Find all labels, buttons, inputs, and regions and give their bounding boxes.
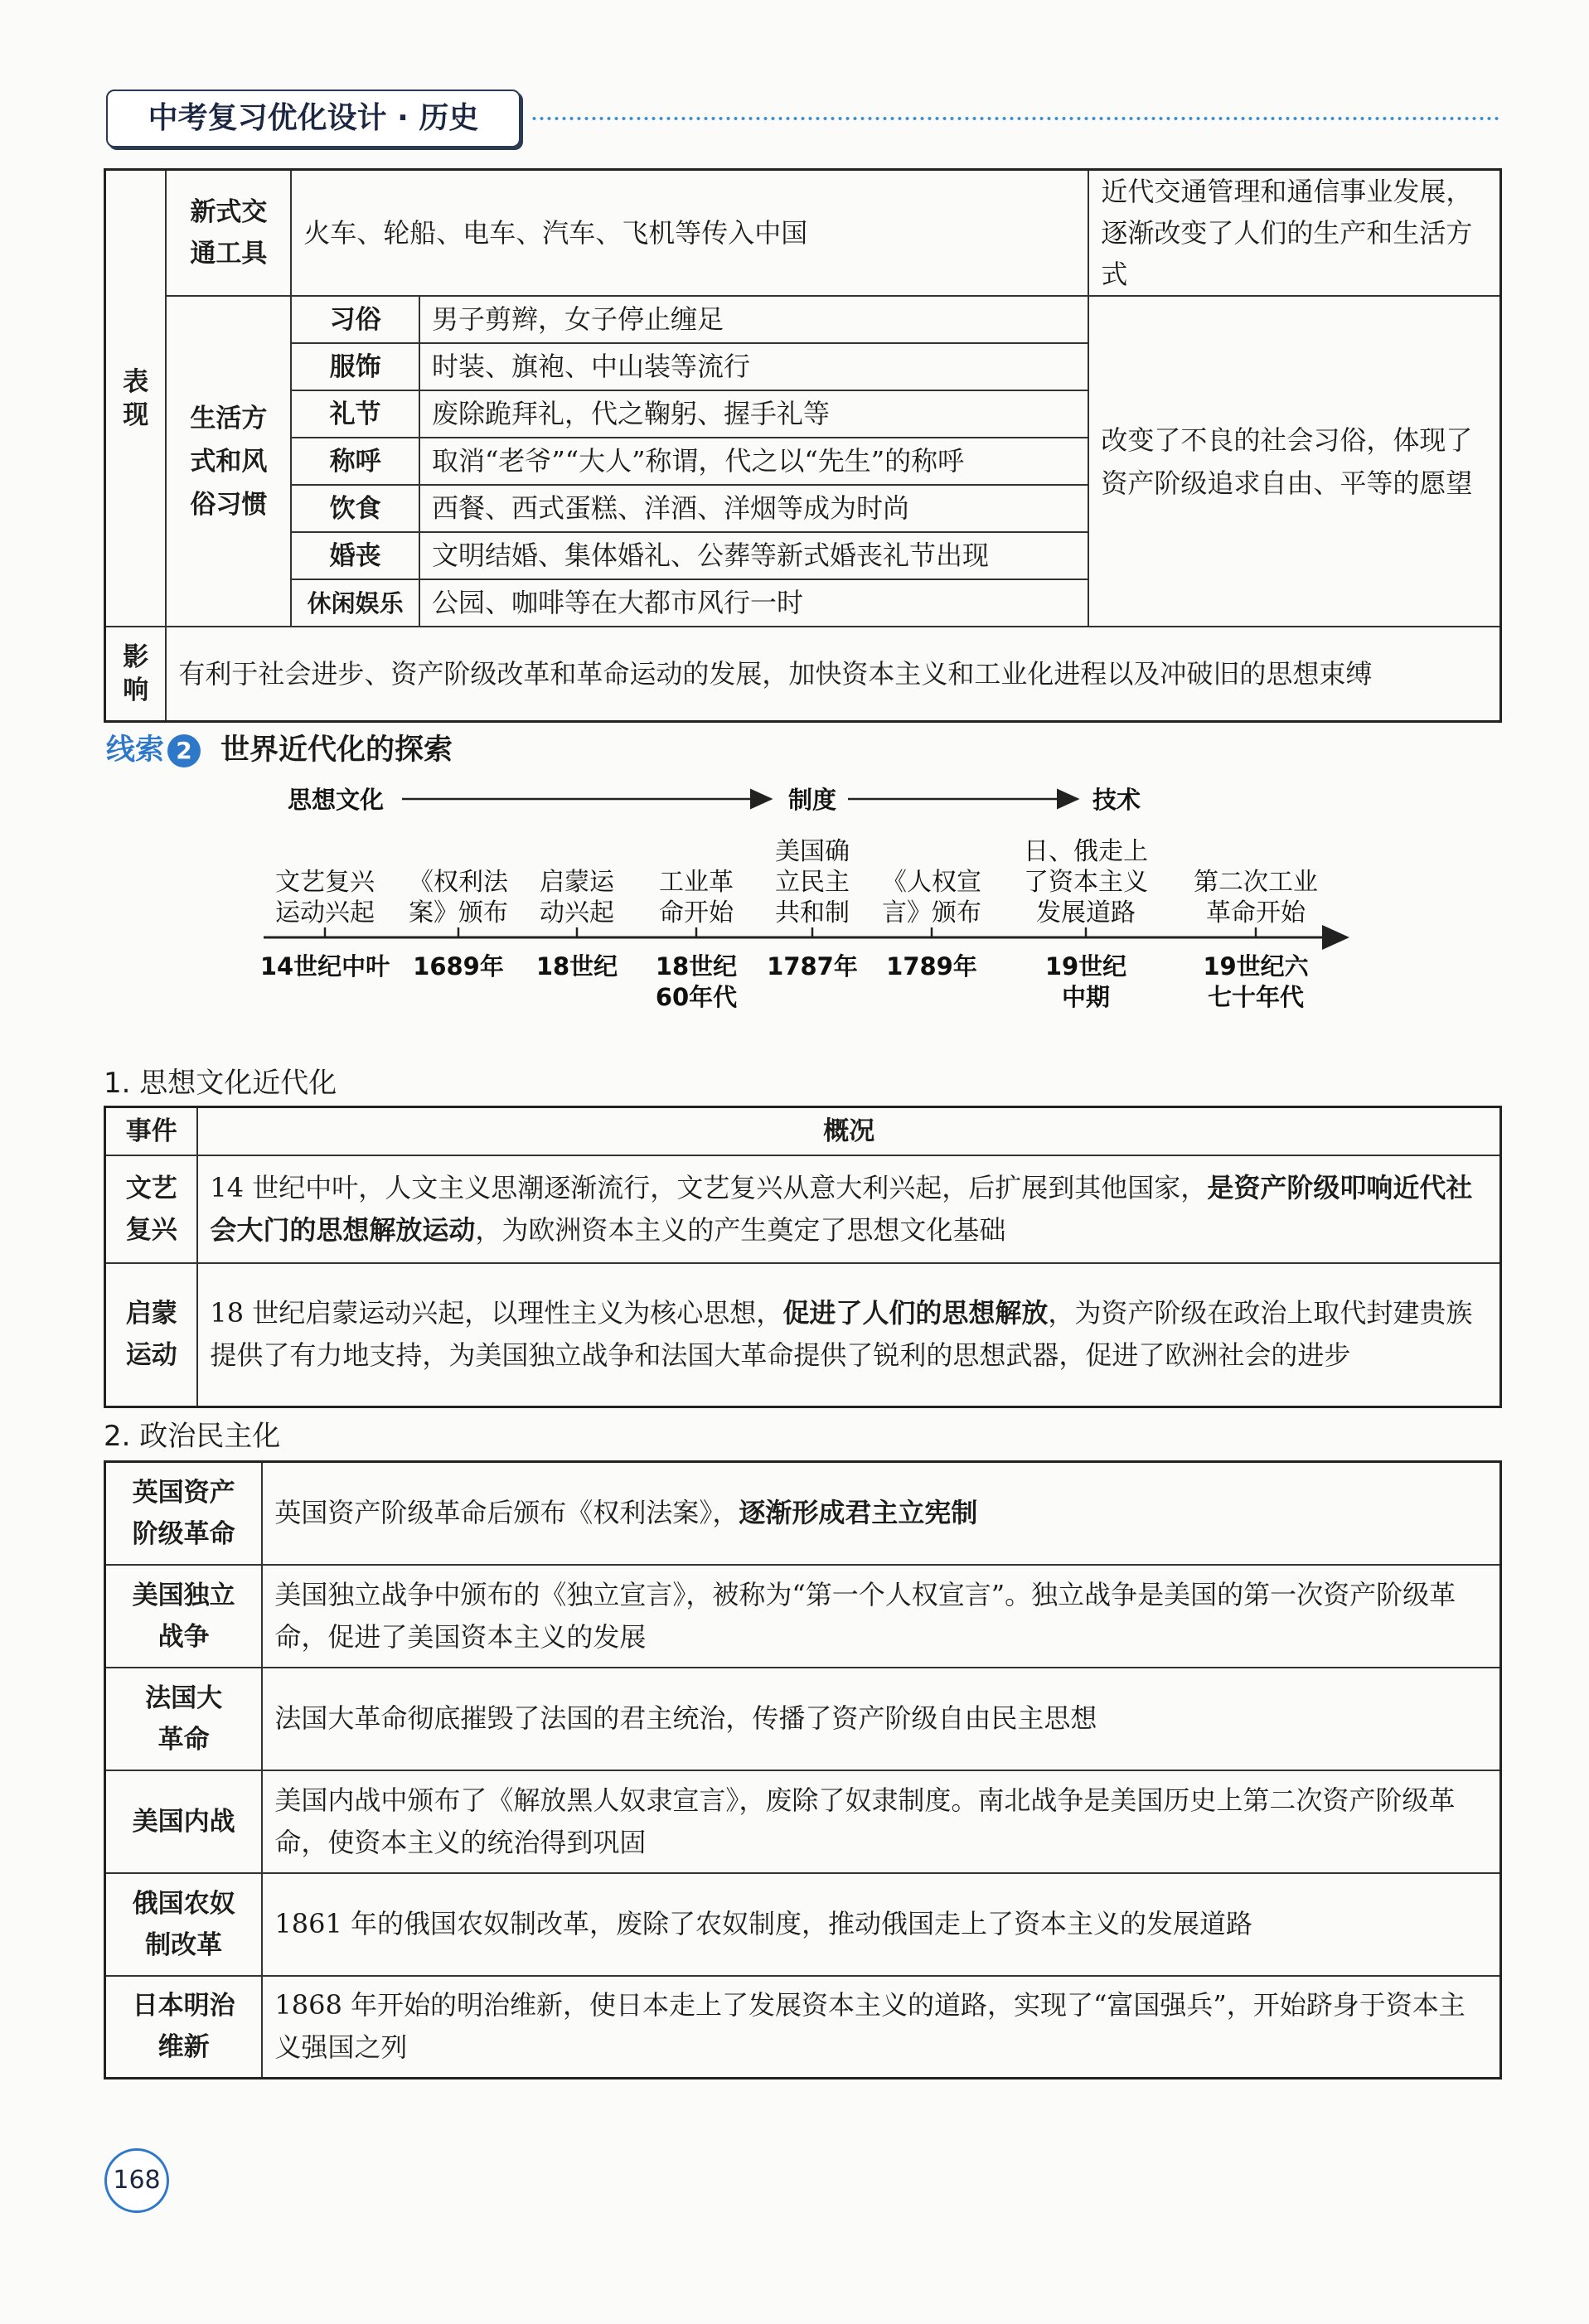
lifestyle-label xyxy=(166,296,291,627)
timeline-event-time: 1689年 xyxy=(413,952,504,980)
lifestyle-value: 西餐、西式蛋糕、洋酒、洋烟等成为时尚 xyxy=(419,485,1088,532)
culture-heading: 1. 思想文化近代化 xyxy=(104,1067,337,1100)
social-life-table xyxy=(104,168,1502,723)
page-number: 168 xyxy=(104,2148,169,2213)
lifestyle-label-text: 生活方式和风俗习惯 xyxy=(190,403,268,520)
politics-table xyxy=(104,1460,1502,2079)
lifestyle-value: 男子剪辫，女子停止缠足 xyxy=(419,296,1088,343)
lifestyle-key: 礼节 xyxy=(291,390,419,438)
event-summary: 1861 年的俄国农奴制改革，废除了农奴制度，推动俄国走上了资本主义的发展道路 xyxy=(262,1873,1500,1976)
group-label-performance xyxy=(105,170,167,627)
transport-content: 火车、轮船、电车、汽车、飞机等传入中国 xyxy=(291,170,1088,297)
lifestyle-key: 称呼 xyxy=(291,438,419,485)
lifestyle-value: 取消“老爷”“大人”称谓，代之以“先生”的称呼 xyxy=(419,438,1088,485)
event-name: 美国内战 xyxy=(105,1770,263,1873)
influence-label xyxy=(105,627,167,721)
lifestyle-key: 婚丧 xyxy=(291,532,419,579)
lifestyle-value: 废除跪拜礼，代之鞠躬、握手礼等 xyxy=(419,390,1088,438)
clue-number-badge: 2 xyxy=(167,734,201,767)
lifestyle-key: 习俗 xyxy=(291,296,419,343)
timeline-event-label: 启蒙运动兴起 xyxy=(540,868,614,927)
lifestyle-key: 饮食 xyxy=(291,485,419,532)
lifestyle-value: 文明结婚、集体婚礼、公葬等新式婚丧礼节出现 xyxy=(419,532,1088,579)
event-summary: 法国大革命彻底摧毁了法国的君主统治，传播了资产阶级自由民主思想 xyxy=(262,1668,1500,1770)
event-name xyxy=(105,1976,263,2079)
timeline-event-label: 第二次工业革命开始 xyxy=(1194,868,1318,927)
summary-text: 14 世纪中叶，人文主义思潮逐渐流行，文艺复兴从意大利兴起，后扩展到其他国家， xyxy=(210,1171,1208,1203)
stage-label: 技术 xyxy=(1092,786,1141,814)
event-name-text: 日本明治维新 xyxy=(132,1991,235,2063)
timeline-event-time: 1789年 xyxy=(886,952,977,980)
event-name xyxy=(105,1155,198,1263)
timeline-event-time: 18世纪 60年代 xyxy=(655,952,738,1011)
culture-table xyxy=(104,1106,1502,1408)
summary-key-point: 促进了人们的思想解放 xyxy=(782,1297,1049,1329)
event-name-text: 文艺复兴 xyxy=(125,1173,177,1245)
timeline-event-time: 1787年 xyxy=(767,952,858,980)
event-name-text: 启蒙运动 xyxy=(125,1299,177,1371)
transport-label xyxy=(166,170,291,297)
group-label-text: 表现 xyxy=(123,366,149,430)
stage-label: 制度 xyxy=(787,786,837,814)
timeline-event-label: 美国确立民主共和制 xyxy=(775,837,850,927)
event-summary xyxy=(197,1263,1500,1407)
transport-impact: 近代交通管理和通信事业发展，逐渐改变了人们的生产和生活方式 xyxy=(1088,170,1500,297)
event-name-text: 俄国农奴制改革 xyxy=(132,1888,235,1960)
event-name-text: 英国资产阶级革命 xyxy=(132,1477,235,1549)
clue-heading xyxy=(106,729,453,771)
clue-title: 世界近代化的探索 xyxy=(220,734,453,767)
timeline-event-time: 19世纪六七十年代 xyxy=(1203,952,1309,1011)
event-summary xyxy=(262,1462,1500,1565)
event-summary xyxy=(197,1155,1500,1263)
header-dotted-rule xyxy=(530,116,1500,121)
transport-label-text: 新式交通工具 xyxy=(190,197,268,269)
timeline-event-time: 19世纪中期 xyxy=(1044,952,1127,1011)
summary-key-point: 逐渐形成君主立宪制 xyxy=(739,1497,978,1529)
event-name xyxy=(105,1565,263,1668)
event-name-text: 美国独立战争 xyxy=(132,1580,235,1652)
summary-text: 18 世纪启蒙运动兴起，以理性主义为核心思想， xyxy=(210,1297,783,1329)
event-summary: 1868 年开始的明治维新，使日本走上了发展资本主义的道路，实现了“富国强兵”，开始跻身于资本主义强国之列 xyxy=(262,1976,1500,2079)
event-name xyxy=(105,1873,263,1976)
lifestyle-key: 服饰 xyxy=(291,343,419,390)
stage-label: 思想文化 xyxy=(287,786,385,814)
timeline-event-label: 《人权宣言》颁布 xyxy=(882,868,981,927)
lifestyle-value: 时装、旗袍、中山装等流行 xyxy=(419,343,1088,390)
event-name xyxy=(105,1668,263,1770)
summary-text: ，为欧洲资本主义的产生奠定了思想文化基础 xyxy=(475,1213,1006,1246)
summary-text: ，为资产阶级在政治上取代封建贵族提供了有力地支持，为美国独立战争和法国大革命提供了锐利的思想武器，促进了欧洲社会的进步 xyxy=(210,1297,1473,1372)
lifestyle-value: 公园、咖啡等在大都市风行一时 xyxy=(419,579,1088,627)
col-header-event: 事件 xyxy=(105,1107,198,1155)
clue-label: 线索 xyxy=(106,734,165,767)
timeline-event-time: 14世纪中叶 xyxy=(259,952,390,980)
col-header-summary: 概况 xyxy=(197,1107,1500,1155)
timeline-event-label: 日、俄走上了资本主义发展道路 xyxy=(1024,837,1148,927)
timeline-event-label: 工业革命开始 xyxy=(659,868,734,927)
politics-heading: 2. 政治民主化 xyxy=(104,1420,281,1453)
lifestyle-impact: 改变了不良的社会习俗，体现了资产阶级追求自由、平等的愿望 xyxy=(1088,296,1500,627)
modernization-timeline xyxy=(0,771,1589,1019)
influence-content: 有利于社会进步、资产阶级改革和革命运动的发展，加快资本主义和工业化进程以及冲破旧的思想束缚 xyxy=(166,627,1500,721)
influence-label-text: 影响 xyxy=(123,642,149,705)
event-name xyxy=(105,1462,263,1565)
summary-text: 英国资产阶级革命后颁布《权利法案》， xyxy=(274,1497,739,1529)
event-summary: 美国独立战争中颁布的《独立宣言》，被称为“第一个人权宣言”。独立战争是美国的第一次资产阶级革命，促进了美国资本主义的发展 xyxy=(262,1565,1500,1668)
page-header-title: 中考复习优化设计 · 历史 xyxy=(106,90,521,148)
timeline-event-label: 《权利法案》颁布 xyxy=(409,868,508,927)
lifestyle-key: 休闲娱乐 xyxy=(291,579,419,627)
event-name-text: 法国大革命 xyxy=(145,1682,223,1755)
timeline-event-label: 文艺复兴运动兴起 xyxy=(275,868,375,927)
summary-key-point: 是资产阶级叩响近代社会大门的思想解放运动 xyxy=(210,1171,1473,1246)
timeline-event-time: 18世纪 xyxy=(535,952,618,980)
event-summary: 美国内战中颁布了《解放黑人奴隶宣言》，废除了奴隶制度。南北战争是美国历史上第二次资产阶级革命，使资本主义的统治得到巩固 xyxy=(262,1770,1500,1873)
event-name xyxy=(105,1263,198,1407)
